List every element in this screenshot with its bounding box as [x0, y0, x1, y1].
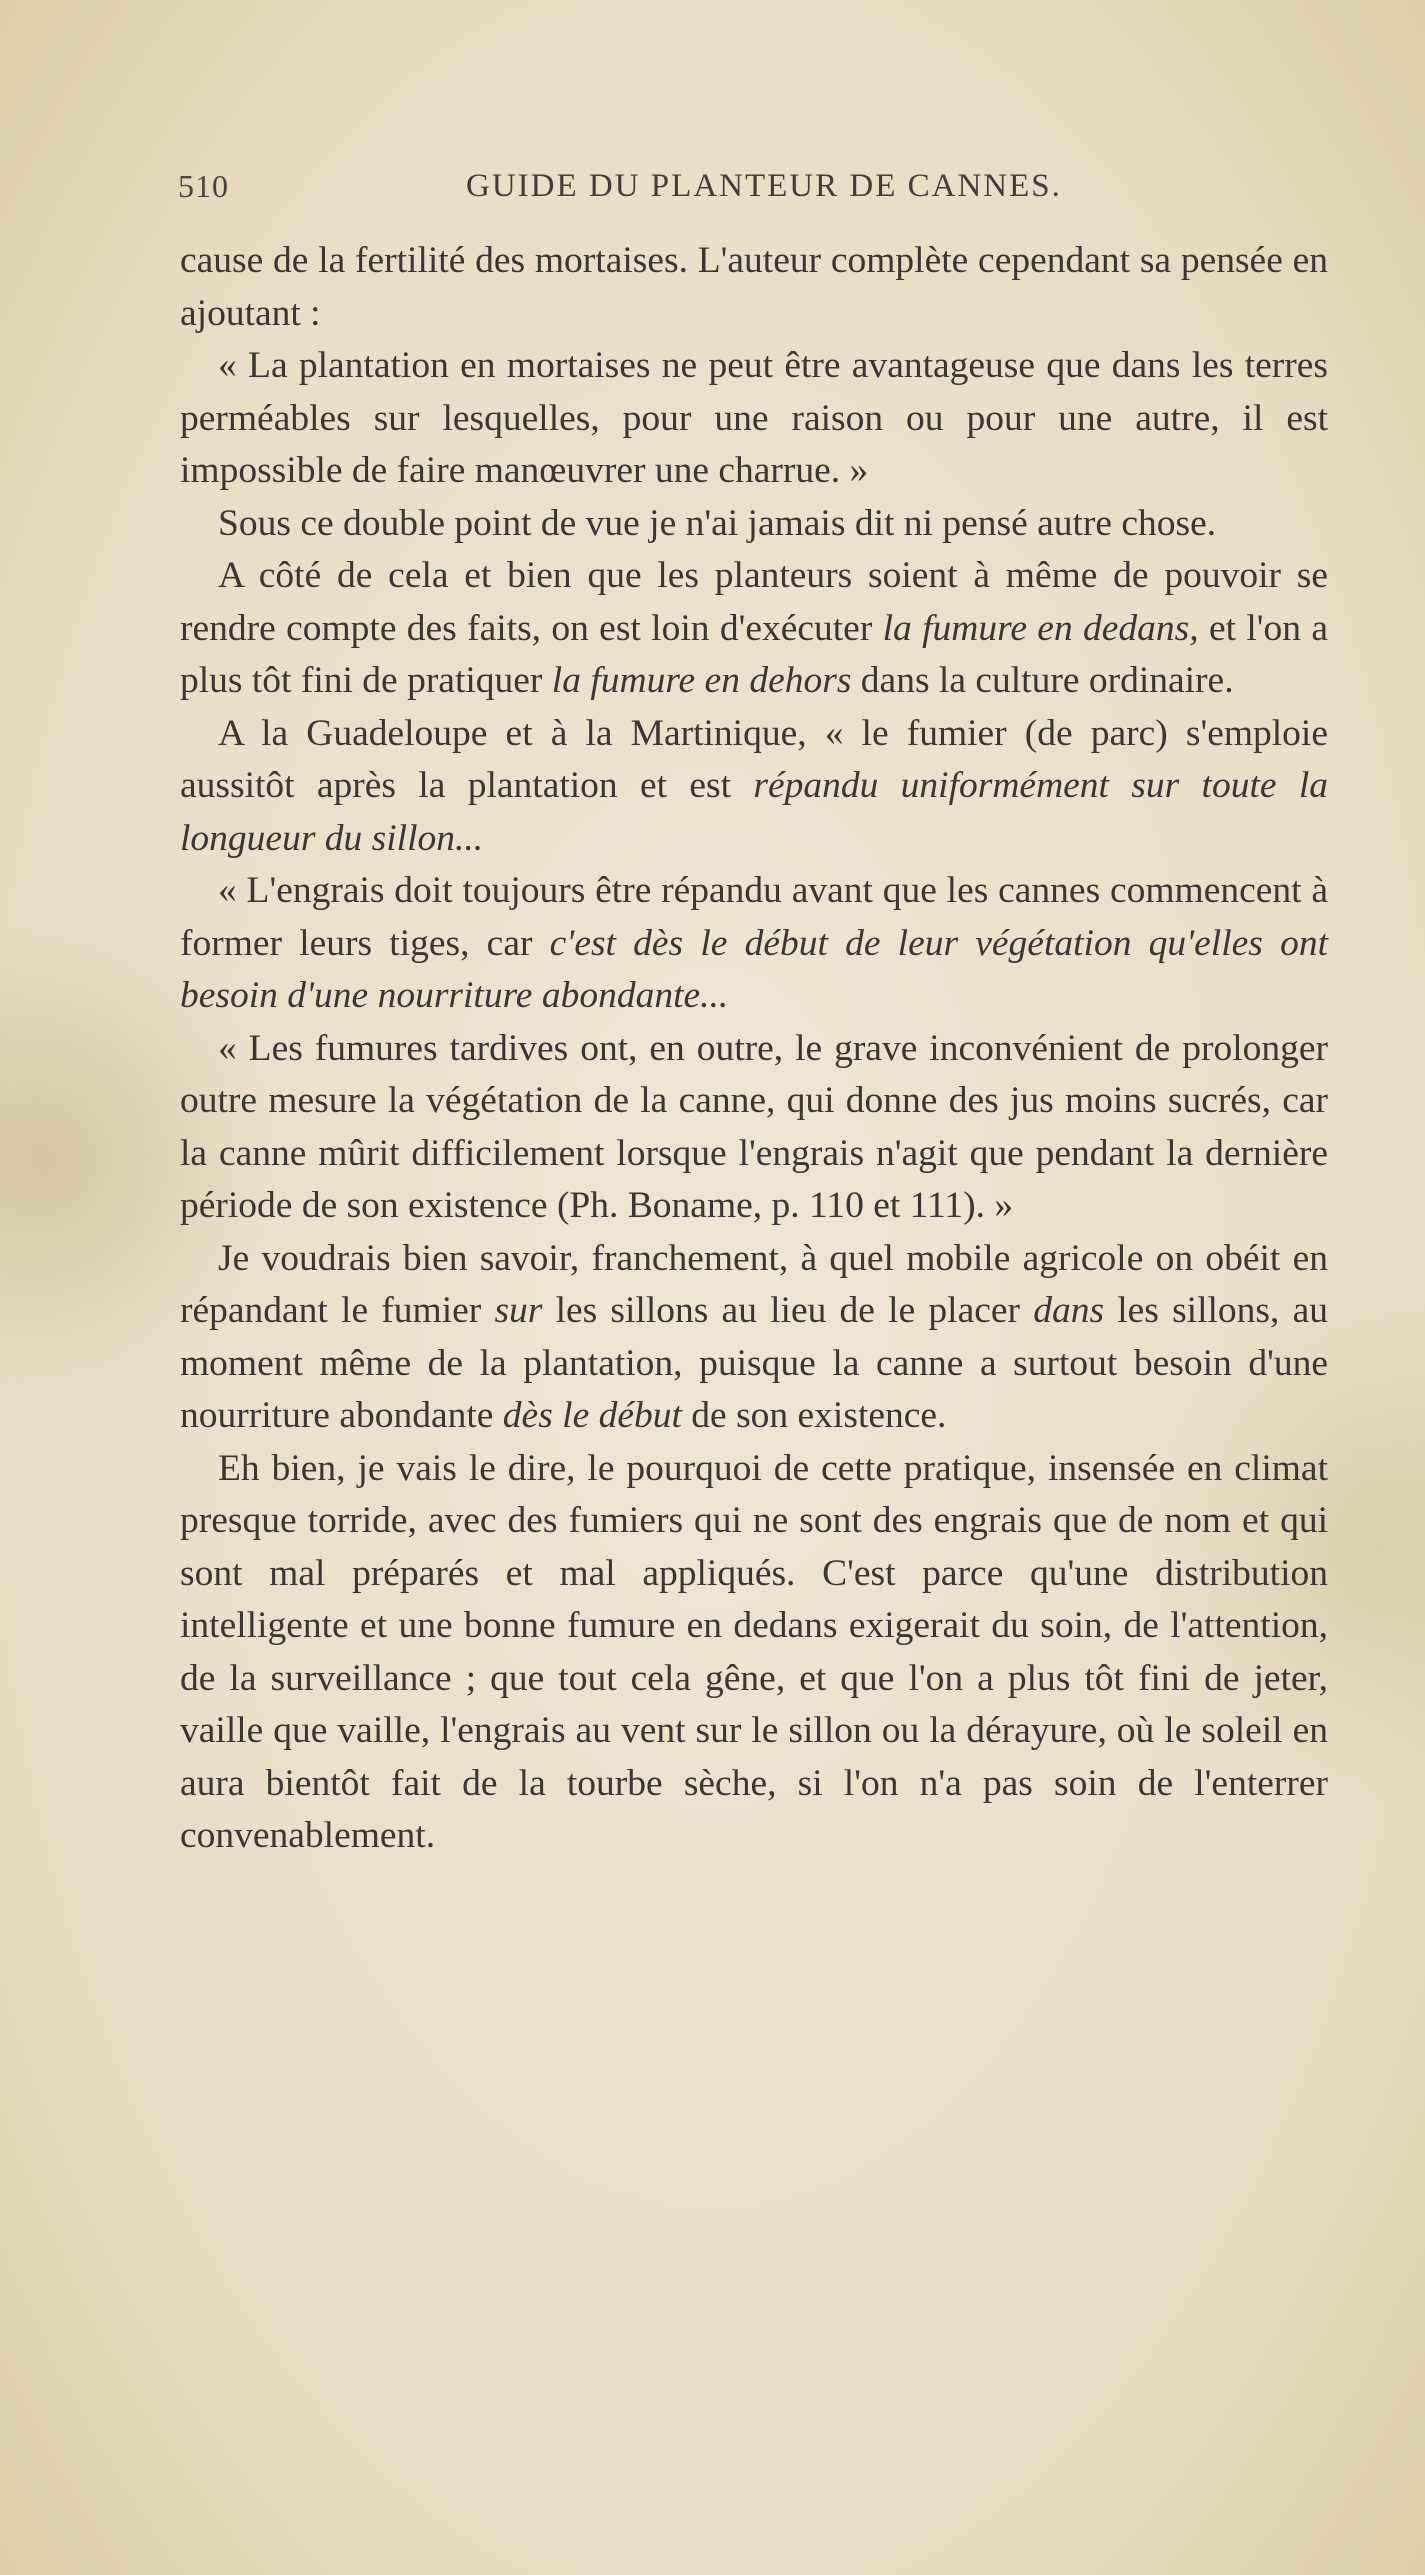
running-title: GUIDE DU PLANTEUR DE CANNES. — [466, 168, 1062, 204]
paragraph-6-text-1: « L'engrais doit toujours être répandu avant que les cannes commencent à former leurs tiges, car — [180, 870, 1328, 964]
paragraph-6-italic-1: c'est dès le début de leur végétation qu'elles ont besoin d'une nourriture abondante... — [180, 922, 1328, 1016]
paragraph-4-italic-2: la fumure en dehors — [551, 660, 852, 701]
body-text — [180, 235, 1328, 1863]
paragraph-8 — [180, 1233, 1328, 1443]
paragraph-8-text-1: Je voudrais bien savoir, franchement, à quel mobile agricole on obéit en répandant le fumier — [180, 1237, 1328, 1331]
paragraph-2-quote: « La plantation en mortaises ne peut être avantageuse que dans les terres perméables sur lesquelles, pour une raison ou pour une autre, il est impossible de faire manœuvrer une charrue. » — [180, 345, 1328, 491]
paragraph-3: Sous ce double point de vue je n'ai jamais dit ni pensé autre chose. — [218, 502, 1217, 544]
paragraph-8-italic-3: dès le début — [502, 1395, 682, 1436]
page-number: 510 — [178, 168, 229, 204]
paragraph-4 — [180, 550, 1328, 708]
paragraph-1: cause de la fertilité des mortaises. L'auteur complète cependant sa pensée en ajoutant : — [180, 240, 1328, 334]
paragraph-4-text-3: dans la culture ordinaire. — [851, 660, 1234, 701]
paragraph-4-text-1: A côté de cela et bien que les planteurs soient à même de pouvoir se rendre compte des faits, on est loin d'exécuter — [180, 555, 1328, 649]
paragraph-6-quote — [180, 865, 1328, 1023]
paragraph-8-italic-2: dans — [1033, 1290, 1105, 1331]
paragraph-8-text-4: de son existence. — [681, 1395, 947, 1436]
paragraph-4-text-2: et l'on a plus tôt fini de pratiquer — [180, 607, 1328, 701]
paragraph-5-italic-1: répandu uniformément sur toute la longueur du sillon... — [180, 765, 1328, 859]
paragraph-5 — [180, 708, 1328, 866]
paragraph-8-italic-1: sur — [494, 1290, 543, 1331]
page-header — [178, 168, 1328, 218]
paragraph-8-text-2: les sillons au lieu de le placer — [542, 1290, 1034, 1331]
paragraph-8-text-3: les sillons, au moment même de la plantation, puisque la canne a surtout besoin d'une nourriture abondante — [180, 1290, 1328, 1436]
paragraph-5-text-1: A la Guadeloupe et à la Martinique, « le fumier (de parc) s'emploie aussitôt après la plantation et est — [180, 712, 1328, 806]
paragraph-9: Eh bien, je vais le dire, le pourquoi de cette pratique, insensée en climat presque torride, avec des fumiers qui ne sont des engrais que de nom et qui sont mal préparés et mal appliqués. C'est parce qu'une distribution intelligente et une bonne fumure en dedans exigerait du soin, de l'attention, de la surveillance ; que tout cela gêne, et que l'on a plus tôt fini de jeter, vaille que vaille, l'engrais au vent sur le sillon ou la dérayure, où le soleil en aura bientôt fait de la tourbe sèche, si l'on n'a pas soin de l'enterrer convenablement. — [180, 1447, 1328, 1856]
paragraph-4-italic-1: la fumure en dedans, — [882, 607, 1199, 649]
paragraph-7-quote: « Les fumures tardives ont, en outre, le grave inconvénient de prolonger outre mesure la végétation de la canne, qui donne des jus moins sucrés, car la canne mûrit difficilement lorsque l'engrais n'agit que pendant la dernière période de son existence (Ph. Boname, p. 110 et 111). » — [180, 1027, 1328, 1226]
